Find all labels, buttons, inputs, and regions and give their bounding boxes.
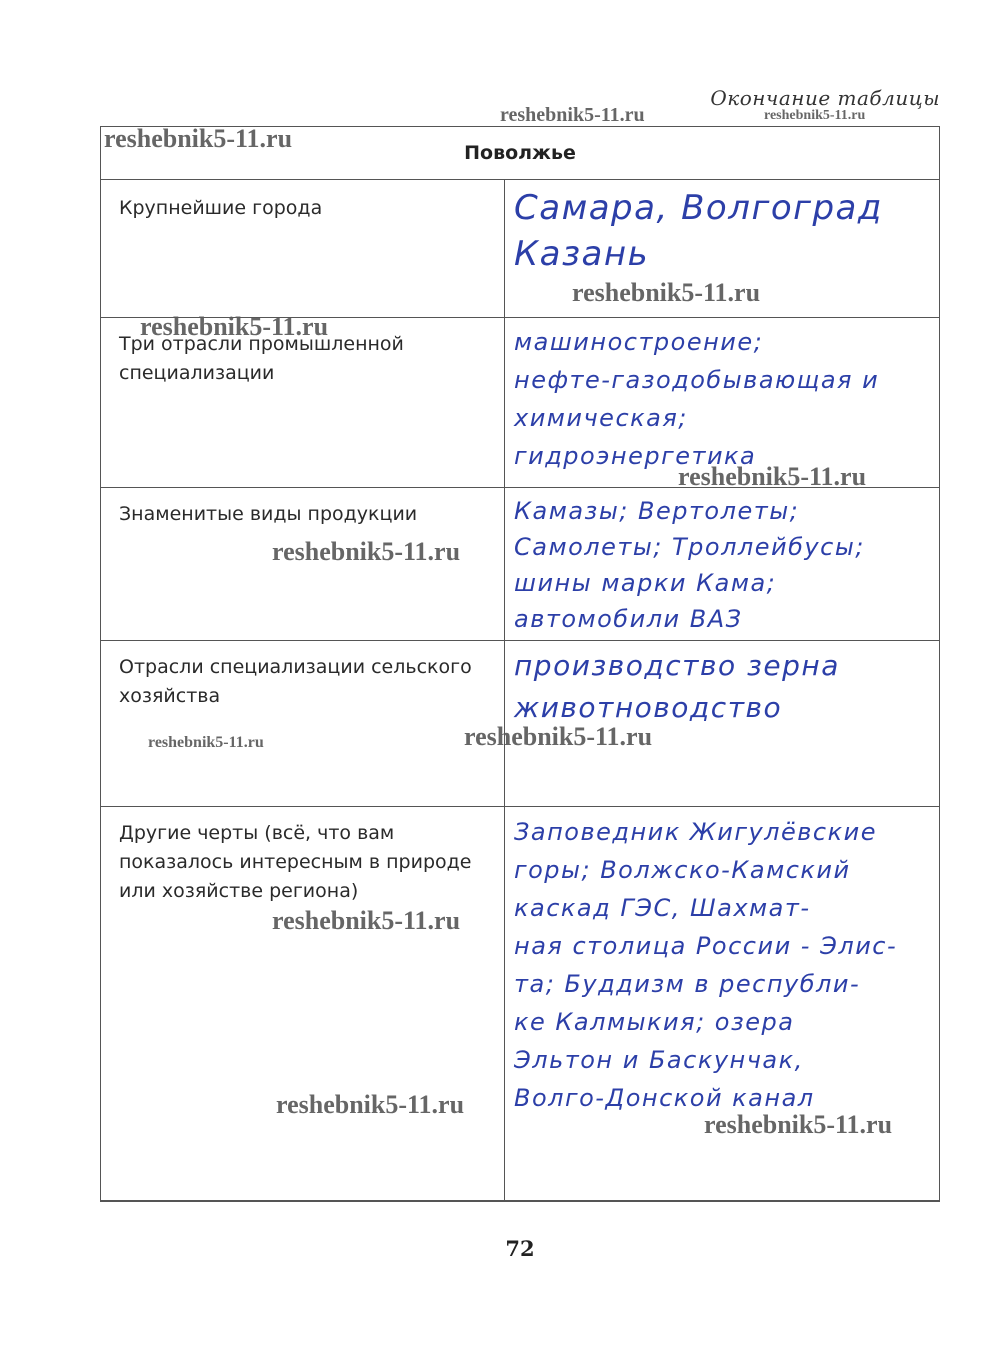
answer-line: производство зерна (514, 649, 840, 682)
watermark: reshebnik5-11.ru (764, 108, 866, 123)
answer-line: ке Калмыкия; озера (514, 1008, 795, 1036)
handwritten-answer (514, 493, 939, 637)
row-label: Три отрасли промышленной специализации (119, 333, 404, 384)
row-label: Знаменитые виды продукции (119, 503, 418, 525)
watermark: reshebnik5-11.ru (148, 734, 264, 751)
watermark: reshebnik5-11.ru (678, 462, 867, 491)
handwritten-answer (514, 645, 939, 729)
answer-line: каскад ГЭС, Шахмат- (514, 894, 811, 922)
answer-line: горы; Волжско-Камский (514, 856, 851, 884)
answer-line: Самара, Волгоград (514, 188, 883, 228)
continuation-note: Окончание таблицы (710, 86, 940, 110)
watermark: reshebnik5-11.ru (140, 312, 329, 341)
handwritten-answer (514, 185, 939, 277)
answer-line: Волго-Донской канал (514, 1084, 815, 1112)
watermark: reshebnik5-11.ru (276, 1090, 465, 1119)
watermark: reshebnik5-11.ru (572, 278, 761, 307)
handwritten-answer (514, 323, 939, 475)
watermark: reshebnik5-11.ru (704, 1110, 893, 1139)
answer-line: та; Буддизм в республи- (514, 970, 861, 998)
answer-line: нефте-газодобывающая и (514, 366, 880, 394)
answer-line: животноводство (514, 691, 783, 724)
watermark: reshebnik5-11.ru (500, 104, 645, 126)
row-label: Крупнейшие города (119, 197, 323, 219)
row-label: Отрасли специализации сельского хозяйства (119, 656, 472, 707)
watermark: reshebnik5-11.ru (272, 906, 461, 935)
watermark: reshebnik5-11.ru (272, 537, 461, 566)
answer-line: Казань (514, 234, 650, 274)
answer-line: шины марки Кама; (514, 569, 777, 597)
handwritten-answer (514, 813, 939, 1117)
answer-line: Эльтон и Баскунчак, (514, 1046, 804, 1074)
answer-line: машиностроение; (514, 328, 764, 356)
answer-line: гидроэнергетика (514, 442, 757, 470)
answer-line: Камазы; Вертолеты; (514, 497, 800, 525)
row-label: Другие черты (всё, что вам показалось интересным в природе или хозяйстве региона) (119, 822, 472, 902)
answer-line: химическая; (514, 404, 688, 432)
page-number: 72 (505, 1236, 535, 1261)
answer-line: автомобили ВАЗ (514, 605, 743, 633)
answer-line: Самолеты; Троллейбусы; (514, 533, 865, 561)
answer-line: Заповедник Жигулёвские (514, 818, 877, 846)
table-title: Поволжье (101, 127, 939, 180)
watermark: reshebnik5-11.ru (104, 124, 293, 153)
region-table (100, 126, 940, 1202)
watermark: reshebnik5-11.ru (464, 722, 653, 751)
answer-line: ная столица России - Элис- (514, 932, 898, 960)
